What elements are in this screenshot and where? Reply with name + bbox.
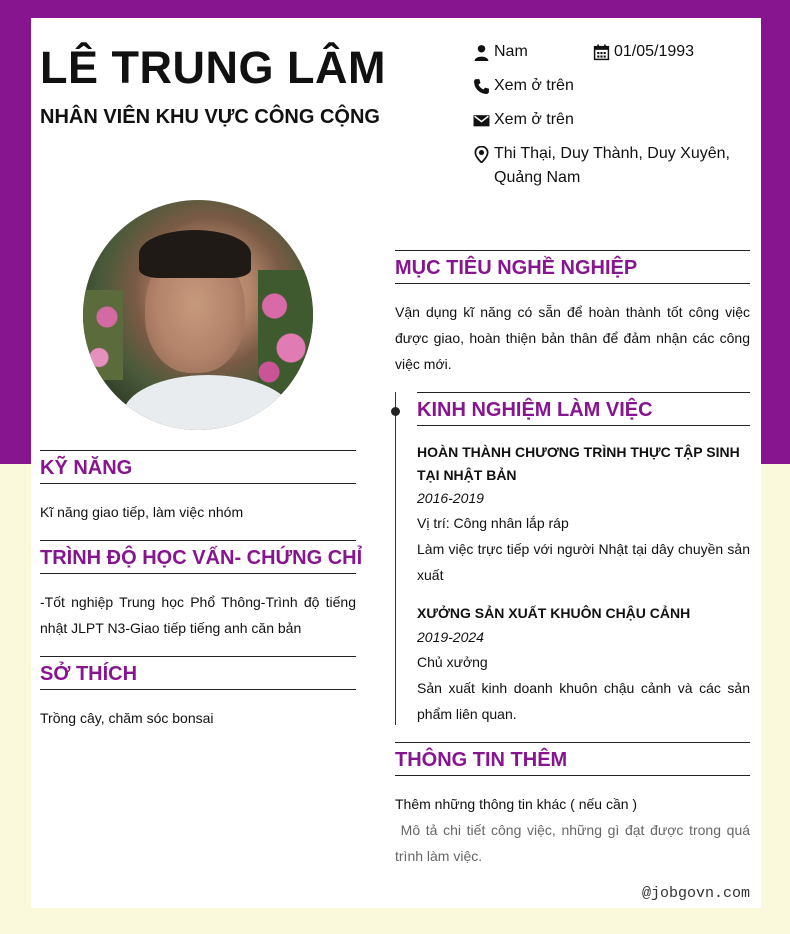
watermark: @jobgovn.com bbox=[641, 885, 750, 902]
contact-email bbox=[472, 108, 574, 132]
experience-company: HOÀN THÀNH CHƯƠNG TRÌNH THỰC TẬP SINH TẠI NHẬT BẢN bbox=[417, 444, 740, 483]
calendar-icon bbox=[592, 40, 610, 64]
hobbies-text: Trồng cây, chăm sóc bonsai bbox=[40, 710, 214, 726]
birthdate-value: 01/05/1993 bbox=[614, 43, 695, 60]
experience-description: Sản xuất kinh doanh khuôn chậu cảnh và các sản phẩm liên quan. bbox=[417, 680, 750, 722]
contact-phone bbox=[472, 74, 574, 98]
phone-value: Xem ở trên bbox=[494, 77, 574, 94]
experience-title: KINH NGHIỆM LÀM VIỆC bbox=[417, 392, 750, 426]
experience-company: XƯỞNG SẢN XUẤT KHUÔN CHẬU CẢNH bbox=[417, 605, 691, 621]
skills-title: KỸ NĂNG bbox=[40, 450, 356, 484]
timeline-line bbox=[395, 392, 396, 725]
phone-icon bbox=[472, 74, 490, 98]
objective-title: MỤC TIÊU NGHỀ NGHIỆP bbox=[395, 250, 750, 284]
contact-address bbox=[472, 142, 732, 190]
experience-description: Làm việc trực tiếp với người Nhật tại dây chuyền sản xuất bbox=[417, 541, 750, 583]
candidate-name: LÊ TRUNG LÂM bbox=[40, 42, 386, 93]
hobbies-title: SỞ THÍCH bbox=[40, 656, 356, 690]
avatar bbox=[83, 200, 313, 430]
person-icon bbox=[472, 40, 490, 64]
job-title: NHÂN VIÊN KHU VỰC CÔNG CỘNG bbox=[40, 106, 380, 128]
experience-period: 2016-2019 bbox=[417, 490, 484, 506]
cv-page bbox=[31, 18, 761, 908]
location-pin-icon bbox=[472, 142, 490, 166]
education-text: -Tốt nghiệp Trung học Phổ Thông-Trình độ tiếng nhật JLPT N3-Giao tiếp tiếng anh căn bản bbox=[40, 594, 356, 636]
additional-hint: Mô tả chi tiết công việc, những gì đạt được trong quá trình làm việc. bbox=[395, 822, 754, 864]
skills-text: Kĩ năng giao tiếp, làm việc nhóm bbox=[40, 504, 244, 520]
experience-period: 2019-2024 bbox=[417, 629, 484, 645]
email-value: Xem ở trên bbox=[494, 111, 574, 128]
additional-title: THÔNG TIN THÊM bbox=[395, 742, 750, 776]
experience-position: Vị trí: Công nhân lắp ráp bbox=[417, 515, 569, 531]
objective-text: Vận dụng kĩ năng có sẵn để hoàn thành tốt công việc được giao, hoàn thiện bản thân để đảm nhận các công việc mới. bbox=[395, 304, 750, 372]
education-title: TRÌNH ĐỘ HỌC VẤN- CHỨNG CHỈ bbox=[40, 540, 356, 574]
contact-gender bbox=[472, 40, 528, 64]
address-value: Thi Thại, Duy Thành, Duy Xuyên, Quảng Nam bbox=[494, 145, 730, 186]
experience-position: Chủ xưởng bbox=[417, 654, 488, 670]
timeline-dot bbox=[391, 407, 400, 416]
additional-text: Thêm những thông tin khác ( nếu cần ) bbox=[395, 796, 638, 812]
envelope-icon bbox=[472, 108, 490, 132]
gender-value: Nam bbox=[494, 43, 528, 60]
contact-birthdate bbox=[592, 40, 694, 64]
